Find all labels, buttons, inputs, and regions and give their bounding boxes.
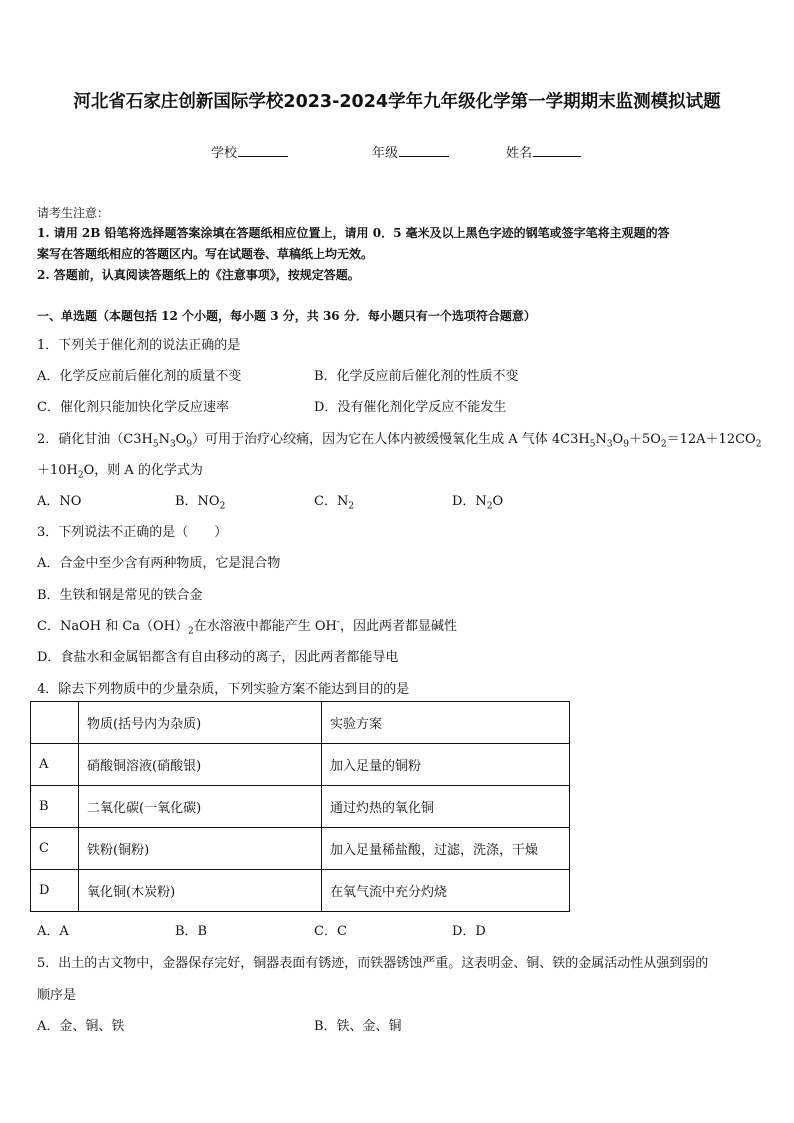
table-row [31,870,570,912]
q5-option-b: B．铁、金、铜 [314,1019,402,1034]
q2-stem-line2: $+10H_2O$，则 A 的化学式为 [37,463,203,481]
table-cell: A [31,744,79,786]
q4-option-b: B．B [175,924,208,939]
grade-label: 年级 [372,146,399,161]
grade-field [372,142,449,161]
q1-stem: 1．下列关于催化剂的说法正确的是 [37,338,241,353]
table-cell: 二氧化碳(一氧化碳) [79,786,322,828]
table-cell: 通过灼热的氧化铜 [322,786,570,828]
q1-option-c: C．催化剂只能加快化学反应速率 [37,400,229,415]
grade-blank[interactable] [399,144,449,157]
q2-option-a: A．NO [37,494,82,509]
q2-line2-b: O，则 A 的化学式为 [83,463,203,478]
q4-option-c: C．C [314,924,347,939]
name-blank[interactable] [533,144,581,157]
notice-line-1b: 案写在答题纸相应的答题区内。写在试题卷、草稿纸上均无效。 [37,247,374,261]
q4-option-d: D．D [452,924,486,939]
school-field [211,142,288,161]
q1-option-a: A．化学反应前后催化剂的质量不变 [37,369,242,384]
table-cell: 加入足量稀盐酸，过滤，洗涤，干燥 [322,828,570,870]
q4-option-a: A．A [37,924,69,939]
table-cell: 铁粉(铜粉) [79,828,322,870]
school-label: 学校 [211,146,238,161]
q1-option-b: B．化学反应前后催化剂的性质不变 [314,369,519,384]
table-cell: D [31,870,79,912]
q3-option-d: D．食盐水和金属铝都含有自由移动的离子，因此两者都能导电 [37,650,399,665]
q3-option-a: A．合金中至少含有两种物质，它是混合物 [37,556,281,571]
notice-heading: 请考生注意： [37,206,110,220]
table-cell: 加入足量的铜粉 [322,744,570,786]
table-cell: B [31,786,79,828]
school-blank[interactable] [238,144,288,157]
q4-stem: 4．除去下列物质中的少量杂质，下列实验方案不能达到目的的是 [37,682,410,697]
q2-stem-b: ）可用于治疗心绞痛，因为它在人体内被缓慢氧化生成 A 气体 4C [192,432,571,447]
table-header-row [31,702,570,744]
name-field [506,142,581,161]
q2-option-c-text: C．N [314,494,349,509]
q2-option-d-tail: O [492,494,504,509]
q1-option-d: D．没有催化剂化学反应不能发生 [314,400,507,415]
table-header-cell: 物质(括号内为杂质) [79,702,322,744]
name-label: 姓名 [506,146,533,161]
section-heading: 一、单选题（本题包括 12 个小题，每小题 3 分，共 36 分．每小题只有一个选项符合题意） [37,309,536,323]
q2-option-b: B．$NO_2$ [175,494,226,512]
q3-option-c-tail: ，因此两者都显碱性 [339,619,457,634]
notice-line-2: 2. 答题前，认真阅读答题纸上的《注意事项》，按规定答题。 [37,268,360,282]
notice-line-1: 1. 请用 2B 铅笔将选择题答案涂填在答题纸相应位置上，请用 0．5 毫米及以上黑色字迹的钢笔或签字笔将主观题的答 [37,226,670,240]
q2-line2-a: ＋10H [37,463,78,478]
q2-stem-c: ＝12A＋12CO [666,432,756,447]
q2-option-c: C．$N_2$ [314,494,355,512]
q4-table [30,701,570,912]
q2-stem-a: 2．硝化甘油（C [37,432,134,447]
q3-option-c-post: 在水溶液中都能产生 OH [193,619,337,634]
table-cell: 硝酸铜溶液(硝酸银) [79,744,322,786]
table-row [31,828,570,870]
table-row [31,786,570,828]
q2-stem: 2．硝化甘油$(C3H_5N_3O_9)$可用于治疗心绞痛，因为它在人体内被缓慢氧化生成 A 气体 $4C3H_5N_3O_9+5O_2=12A+12CO_2$ [37,432,762,450]
q3-option-b: B．生铁和钢是常见的铁合金 [37,588,203,603]
q3-option-c-pre: C．NaOH 和 Ca（OH） [37,619,189,634]
q3-option-c: C．NaOH 和 $Ca(OH)_2$在水溶液中都能产生 OH-，因此两者都显碱性 [37,617,457,637]
q2-option-b-text: B．NO [175,494,220,509]
q5-stem-line2: 顺序是 [37,988,77,1003]
table-header-cell [31,702,79,744]
table-cell: 氧化铜(木炭粉) [79,870,322,912]
q3-stem: 3．下列说法不正确的是（ ） [37,525,228,540]
table-header-cell: 实验方案 [322,702,570,744]
table-cell: C [31,828,79,870]
q2-option-d-text: D．N [452,494,487,509]
table-row [31,744,570,786]
q5-option-a: A．金、铜、铁 [37,1019,125,1034]
page-title: 河北省石家庄创新国际学校2023-2024学年九年级化学第一学期期末监测模拟试题 [73,92,721,112]
q2-option-d: D．$N_2O$ [452,494,504,512]
table-cell: 在氧气流中充分灼烧 [322,870,570,912]
q5-stem: 5．出土的古文物中，金器保存完好，铜器表面有锈迹，而铁器锈蚀严重。这表明金、铜、铁的金属活动性从强到弱的 [37,956,709,971]
